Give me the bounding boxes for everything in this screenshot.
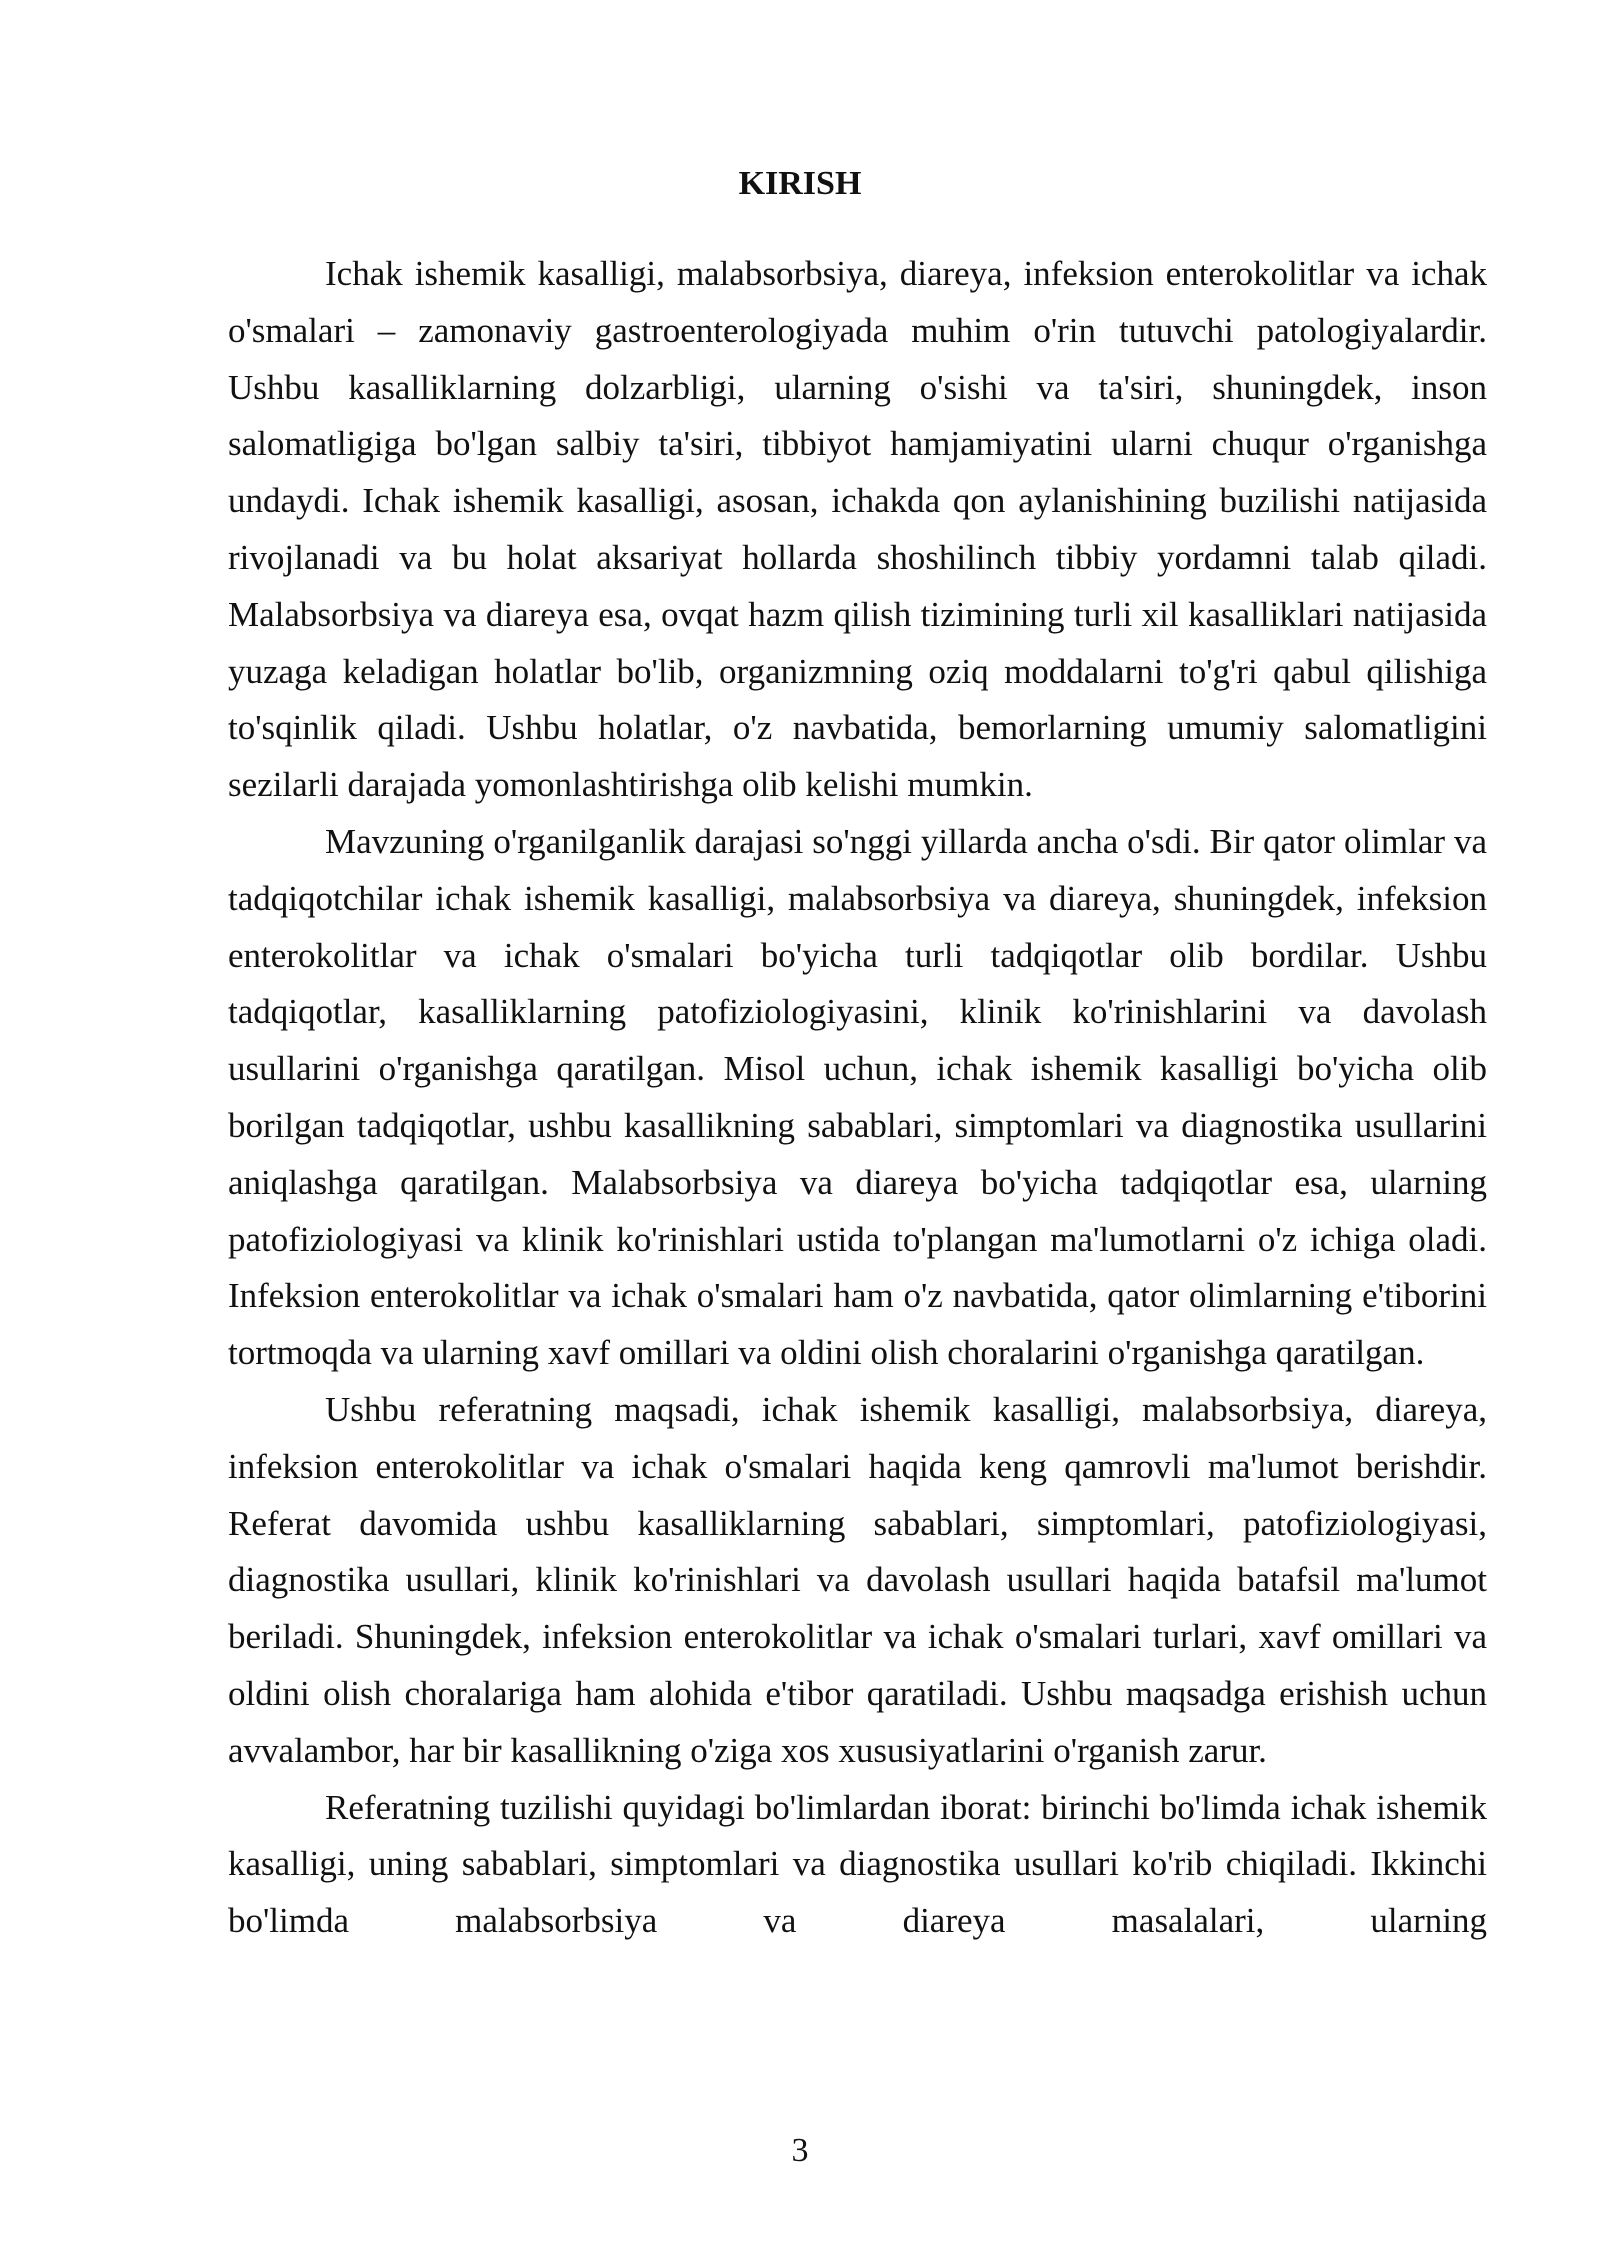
paragraph-structure: Referatning tuzilishi quyidagi bo'limlardan iborat: birinchi bo'limda ichak ishemik kasalligi, uning sabablari, simptomlari va diagnostika usullari ko'rib chiqiladi. Ikkinchi bo'limda malabsorbsiya va diareya masalalari, ularning	[228, 1787, 1487, 1941]
paragraph-purpose: Ushbu referatning maqsadi, ichak ishemik kasalligi, malabsorbsiya, diareya, infeksion enterokolitlar va ichak o'smalari haqida keng qamrovli ma'lumot berishdir. Referat davomida ushbu kasalliklarning sabablari, simptomlari, patofiziologiyasi, diagnostika usullari, klinik ko'rinishlari va davolash usullari haqida batafsil ma'lumot beriladi. Shuningdek, infeksion enterokolitlar va ichak o'smalari turlari, xavf omillari va oldini olish choralariga ham alohida e'tibor qaratiladi. Ushbu maqsadga erishish uchun avvalambor, har bir kasallikning o'ziga xos xususiyatlarini o'rganish zarur.	[228, 1389, 1487, 1770]
body-text	[228, 246, 1487, 1950]
section-title: KIRISH	[738, 165, 862, 202]
paragraph-introduction: Ichak ishemik kasalligi, malabsorbsiya, diareya, infeksion enterokolitlar va ichak o'smalari – zamonaviy gastroenterologiyada muhim o'rin tutuvchi patologiyalardir. Ushbu kasalliklarning dolzarbligi, ularning o'sishi va ta'siri, shuningdek, inson salomatligiga bo'lgan salbiy ta'siri, tibbiyot hamjamiyatini ularni chuqur o'rganishga undaydi. Ichak ishemik kasalligi, asosan, ichakda qon aylanishining buzilishi natijasida rivojlanadi va bu holat aksariyat hollarda shoshilinch tibbiy yordamni talab qiladi. Malabsorbsiya va diareya esa, ovqat hazm qilish tizimining turli xil kasalliklari natijasida yuzaga keladigan holatlar bo'lib, organizmning oziq moddalarni to'g'ri qabul qilishiga to'sqinlik qiladi. Ushbu holatlar, o'z navbatida, bemorlarning umumiy salomatligini sezilarli darajada yomonlashtirishga olib kelishi mumkin.	[228, 254, 1487, 805]
paragraph-study-degree: Mavzuning o'rganilganlik darajasi so'nggi yillarda ancha o'sdi. Bir qator olimlar va tadqiqotchilar ichak ishemik kasalligi, malabsorbsiya va diareya, shuningdek, infeksion enterokolitlar va ichak o'smalari bo'yicha turli tadqiqotlar olib bordilar. Ushbu tadqiqotlar, kasalliklarning patofiziologiyasini, klinik ko'rinishlarini va davolash usullarini o'rganishga qaratilgan. Misol uchun, ichak ishemik kasalligi bo'yicha olib borilgan tadqiqotlar, ushbu kasallikning sabablari, simptomlari va diagnostika usullarini aniqlashga qaratilgan. Malabsorbsiya va diareya bo'yicha tadqiqotlar esa, ularning patofiziologiyasi va klinik ko'rinishlari ustida to'plangan ma'lumotlarni o'z ichiga oladi. Infeksion enterokolitlar va ichak o'smalari ham o'z navbatida, qator olimlarning e'tiborini tortmoqda va ularning xavf omillari va oldini olish choralarini o'rganishga qaratilgan.	[228, 821, 1487, 1373]
page-number: 3	[791, 2132, 809, 2169]
